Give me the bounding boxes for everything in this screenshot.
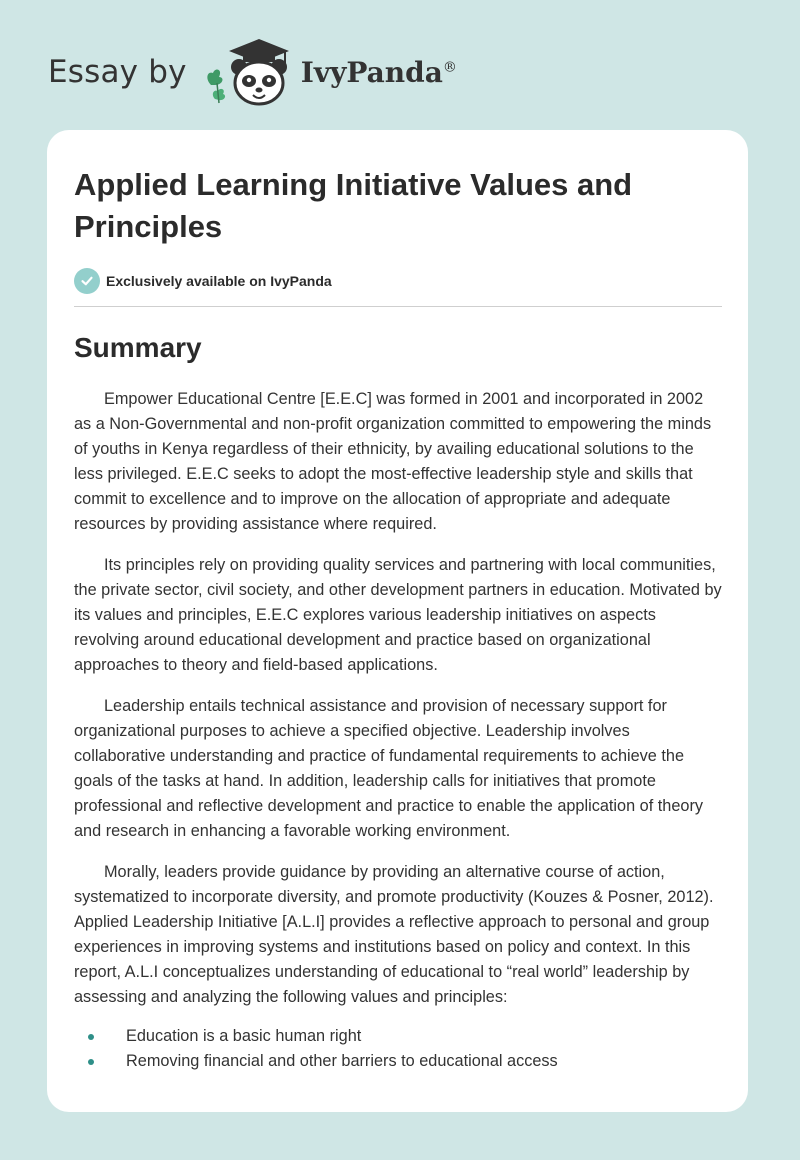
paragraph: Leadership entails technical assistance and provision of necessary support for organizational purposes to achieve a specified objective. Leadership involves collaborative understanding and practice of fundamental requirements to achieve the goals of the tasks at hand. In addition, leadership calls for initiatives that promote professional and reflective development and practice to enable the application of theory and research in enhancing a favorable working environment. [74, 697, 704, 840]
badge-label: Exclusively available on IvyPanda [106, 273, 332, 289]
page-title: Applied Learning Initiative Values and Principles [74, 167, 633, 244]
list-item [74, 1049, 722, 1074]
bullet-dot-icon [88, 1034, 94, 1040]
list-item-text: Education is a basic human right [126, 1027, 362, 1045]
panda-logo-icon [201, 37, 297, 107]
list-item-text: Removing financial and other barriers to educational access [126, 1052, 558, 1070]
section-heading: Summary [74, 332, 202, 363]
divider [74, 306, 722, 307]
bullet-list [74, 1024, 722, 1074]
brand-header[interactable] [48, 36, 468, 108]
paragraph: Morally, leaders provide guidance by providing an alternative course of action, systematized to incorporate diversity, and promote productivity (Kouzes & Posner, 2012). Applied Leadership Initiative [A.L.I] provides a reflective approach to personal and group experiences in improving systems and institutions based on policy and context. In this report, A.L.I conceptualizes understanding of educational to “real world” leadership by assessing and analyzing the following values and principles: [74, 863, 714, 1006]
brand-prefix: Essay by [48, 54, 187, 90]
exclusive-badge [74, 268, 722, 294]
article-card [47, 130, 748, 1112]
brand-name: IvyPanda® [300, 55, 457, 89]
bullet-dot-icon [88, 1059, 94, 1065]
check-icon [74, 268, 100, 294]
list-item [74, 1024, 722, 1049]
paragraph: Empower Educational Centre [E.E.C] was formed in 2001 and incorporated in 2002 as a Non-Governmental and non-profit organization committed to empowering the minds of youths in Kenya regardless of their ethnicity, by availing educational solutions to the less privileged. E.E.C seeks to adopt the most-effective leadership style and skills that commit to excellence and to improve on the allocation of appropriate and adequate resources by providing assistance where required. [74, 390, 712, 533]
paragraph: Its principles rely on providing quality services and partnering with local communities, the private sector, civil society, and other development partners in education. Motivated by its values and principles, E.E.C explores various leadership initiatives on aspects revolving around educational development and practice based on organizational approaches to theory and field-based applications. [74, 556, 722, 674]
